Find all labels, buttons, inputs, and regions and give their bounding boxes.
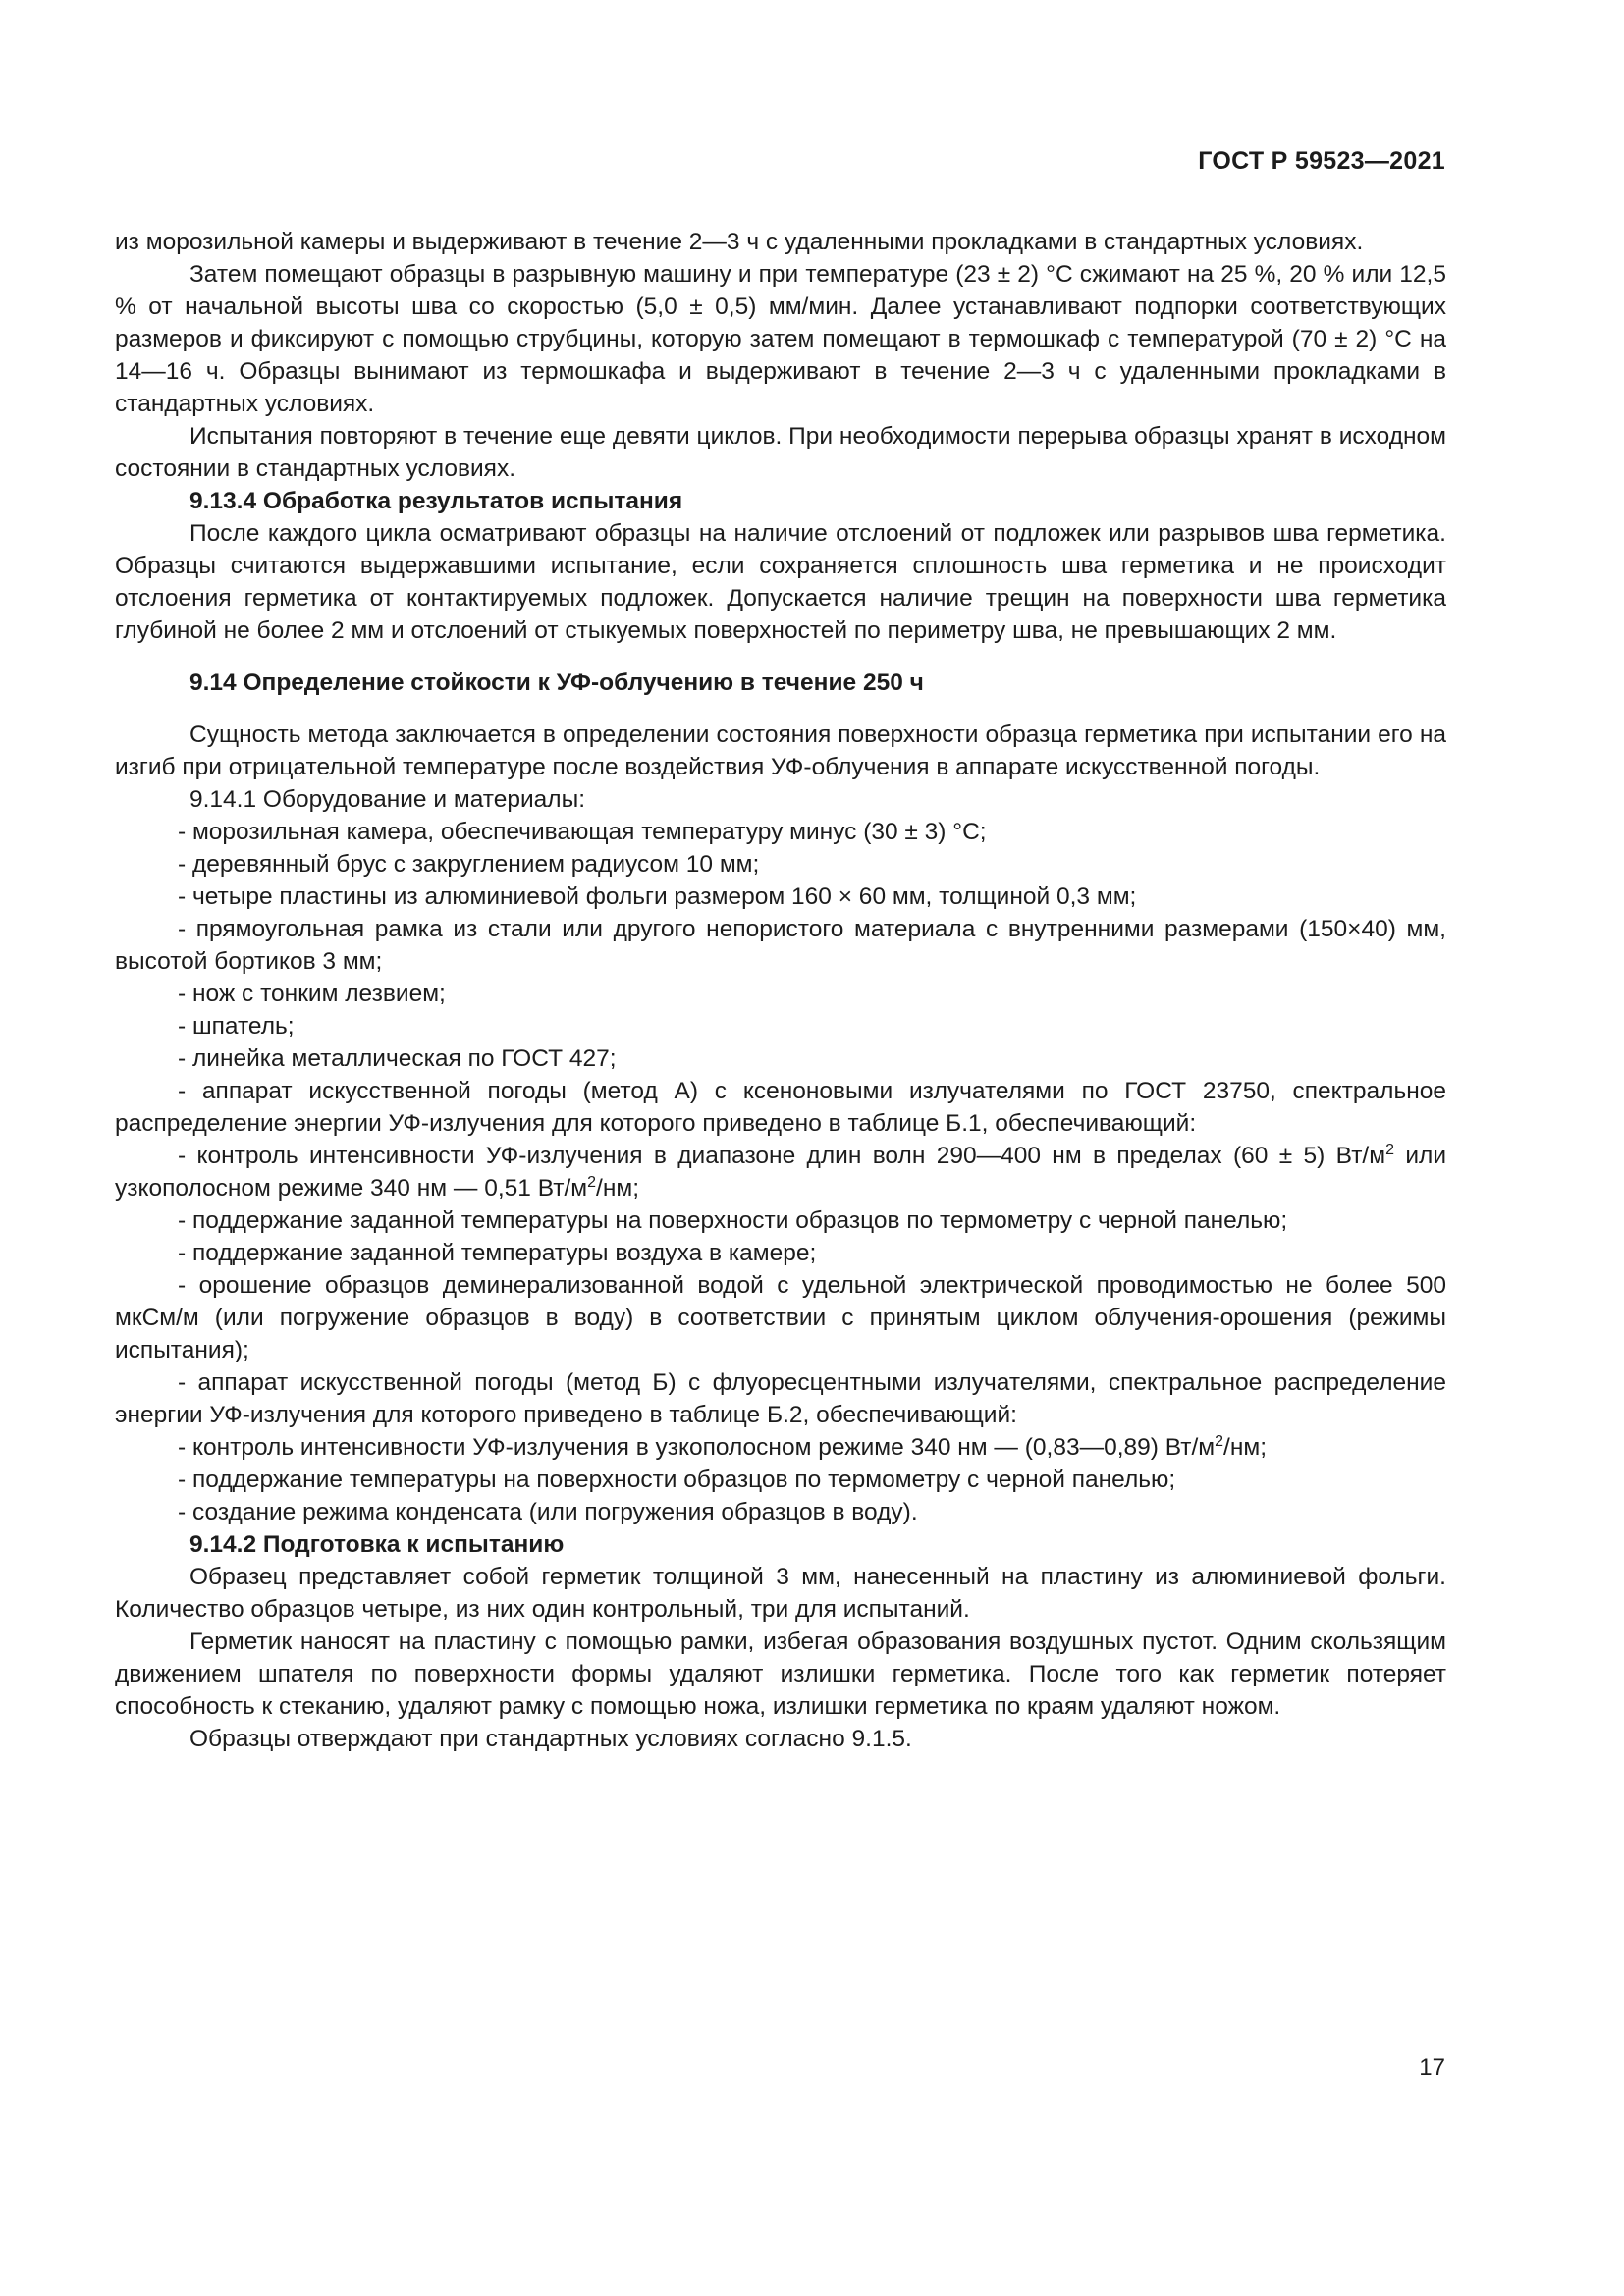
list-item: - поддержание заданной температуры воздуха в камере;	[178, 1240, 817, 1266]
list-item: - нож с тонким лезвием;	[178, 981, 446, 1007]
paragraph: из морозильной камеры и выдерживают в течение 2—3 ч с удаленными прокладками в стандартных условиях.	[115, 229, 1364, 255]
superscript: 2	[1385, 1141, 1394, 1158]
paragraph: Образец представляет собой герметик толщиной 3 мм, нанесенный на пластину из алюминиевой фольги. Количество образцов четыре, из них один контрольный, три для испытаний.	[115, 1564, 1446, 1623]
superscript: 2	[1215, 1432, 1224, 1450]
list-item	[115, 1140, 1446, 1204]
list-item: - поддержание заданной температуры на поверхности образцов по термометру с черной панелью;	[178, 1207, 1288, 1234]
list-item: - поддержание температуры на поверхности образцов по термометру с черной панелью;	[178, 1467, 1176, 1493]
text-run: - контроль интенсивности УФ-излучения в узкополосном режиме 340 нм — (0,83—0,89) Вт/м	[178, 1434, 1216, 1461]
list-item	[115, 1431, 1446, 1464]
text-run: /нм;	[596, 1175, 640, 1201]
list-item: - шпатель;	[178, 1013, 295, 1040]
document-header-id: ГОСТ Р 59523—2021	[1198, 147, 1445, 175]
section-heading: 9.13.4 Обработка результатов испытания	[189, 488, 683, 514]
paragraph: Сущность метода заключается в определении состояния поверхности образца герметика при испытании его на изгиб при отрицательной температуре после воздействия УФ-облучения в аппарате искусственной погоды.	[115, 721, 1446, 780]
list-item: - орошение образцов деминерализованной водой с удельной электрической проводимостью не более 500 мкСм/м (или погружение образцов в воду) в соответствии с принятым циклом облучения-орошения (режимы испытания);	[115, 1272, 1446, 1363]
list-item: - морозильная камера, обеспечивающая температуру минус (30 ± 3) °С;	[178, 819, 987, 845]
text-run: - контроль интенсивности УФ-излучения в диапазоне длин волн 290—400 нм в пределах (60 ± 5) Вт/м	[178, 1143, 1386, 1169]
text-run: или узкополосном режиме 340 нм — 0,51 Вт/м	[115, 1143, 1446, 1201]
list-item: - четыре пластины из алюминиевой фольги размером 160 × 60 мм, толщиной 0,3 мм;	[178, 883, 1137, 910]
superscript: 2	[587, 1173, 597, 1191]
document-body	[115, 226, 1446, 1755]
list-item: - линейка металлическая по ГОСТ 427;	[178, 1045, 617, 1072]
list-item: - прямоугольная рамка из стали или другого непористого материала с внутренними размерами (150×40) мм, высотой бортиков 3 мм;	[115, 916, 1446, 975]
paragraph: Образцы отверждают при стандартных условиях согласно 9.1.5.	[189, 1726, 912, 1752]
paragraph: 9.14.1 Оборудование и материалы:	[189, 786, 586, 813]
paragraph: Испытания повторяют в течение еще девяти циклов. При необходимости перерыва образцы хранят в исходном состоянии в стандартных условиях.	[115, 423, 1446, 482]
list-item: - деревянный брус с закруглением радиусом 10 мм;	[178, 851, 760, 878]
paragraph: Герметик наносят на пластину с помощью рамки, избегая образования воздушных пустот. Одним скользящим движением шпателя по поверхности формы удаляют излишки герметика. После того как герметик потеряет способность к стеканию, удаляют рамку с помощью ножа, излишки герметика по краям удаляют ножом.	[115, 1629, 1446, 1720]
paragraph: Затем помещают образцы в разрывную машину и при температуре (23 ± 2) °С сжимают на 25 %, 20 % или 12,5 % от начальной высоты шва со скоростью (5,0 ± 0,5) мм/мин. Далее устанавливают подпорки соответствующих размеров и фиксируют с помощью струбцины, которую затем помещают в термошкаф с температурой (70 ± 2) °С на 14—16 ч. Образцы вынимают из термошкафа и выдерживают в течение 2—3 ч с удаленными прокладками в стандартных условиях.	[115, 261, 1446, 417]
paragraph: После каждого цикла осматривают образцы на наличие отслоений от подложек или разрывов шва герметика. Образцы считаются выдержавшими испытание, если сохраняется сплошность шва герметика и не происходит отслоения герметика от контактируемых подложек. Допускается наличие трещин на поверхности шва герметика глубиной не более 2 мм и отслоений от стыкуемых поверхностей по периметру шва, не превышающих 2 мм.	[115, 520, 1446, 644]
list-item: - аппарат искусственной погоды (метод Б) с флуоресцентными излучателями, спектральное распределение энергии УФ-излучения для которого приведено в таблице Б.2, обеспечивающий:	[115, 1369, 1446, 1428]
page-number: 17	[1419, 2055, 1445, 2081]
section-heading: 9.14 Определение стойкости к УФ-облучению в течение 250 ч	[189, 669, 924, 696]
list-item: - создание режима конденсата (или погружения образцов в воду).	[178, 1499, 918, 1525]
text-run: /нм;	[1223, 1434, 1268, 1461]
list-item: - аппарат искусственной погоды (метод А) с ксеноновыми излучателями по ГОСТ 23750, спектральное распределение энергии УФ-излучения для которого приведено в таблице Б.1, обеспечивающий:	[115, 1078, 1446, 1137]
section-heading: 9.14.2 Подготовка к испытанию	[189, 1531, 565, 1558]
